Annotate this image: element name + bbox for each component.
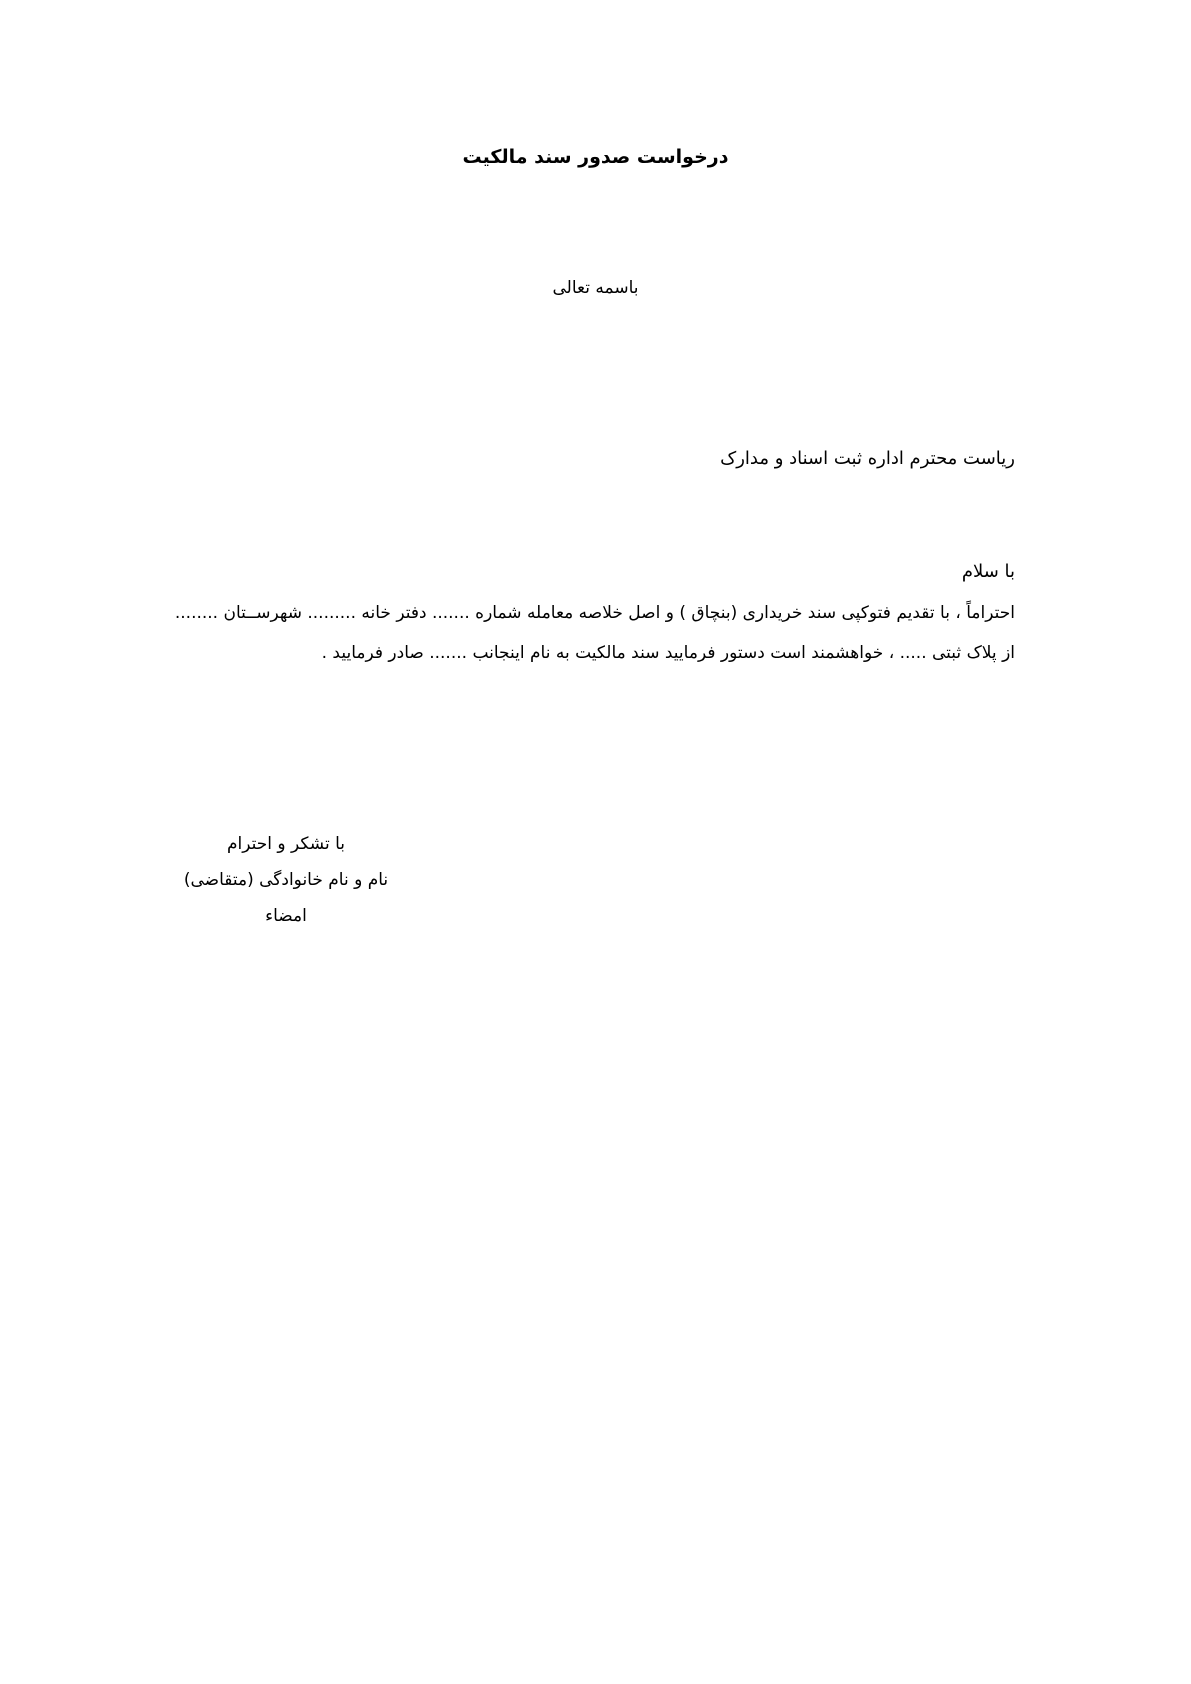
closing-block [176, 826, 396, 934]
body-line-1: احتراماً ، با تقدیم فتوکپی سند خریداری (بنچاق ) و اصل خلاصه معامله شماره ....... دفتر خانه ......... شهرســتان ........ [174, 603, 1015, 623]
body-line-2: از پلاک ثبتی ..... ، خواهشمند است دستور فرمایید سند مالکیت به نام اینجانب ....... صادر فرمایید . [321, 643, 1015, 663]
closing-thanks: با تشکر و احترام [227, 834, 345, 854]
greeting-line: با سلام [961, 561, 1015, 582]
invocation-text: باسمه تعالی [552, 278, 639, 298]
recipient-line: ریاست محترم اداره ثبت اسناد و مدارک [720, 448, 1015, 469]
document-title: درخواست صدور سند مالکیت [462, 146, 729, 168]
closing-signature-line: امضاء [265, 906, 307, 926]
closing-name-line: نام و نام خانوادگی (متقاضی) [183, 870, 389, 890]
